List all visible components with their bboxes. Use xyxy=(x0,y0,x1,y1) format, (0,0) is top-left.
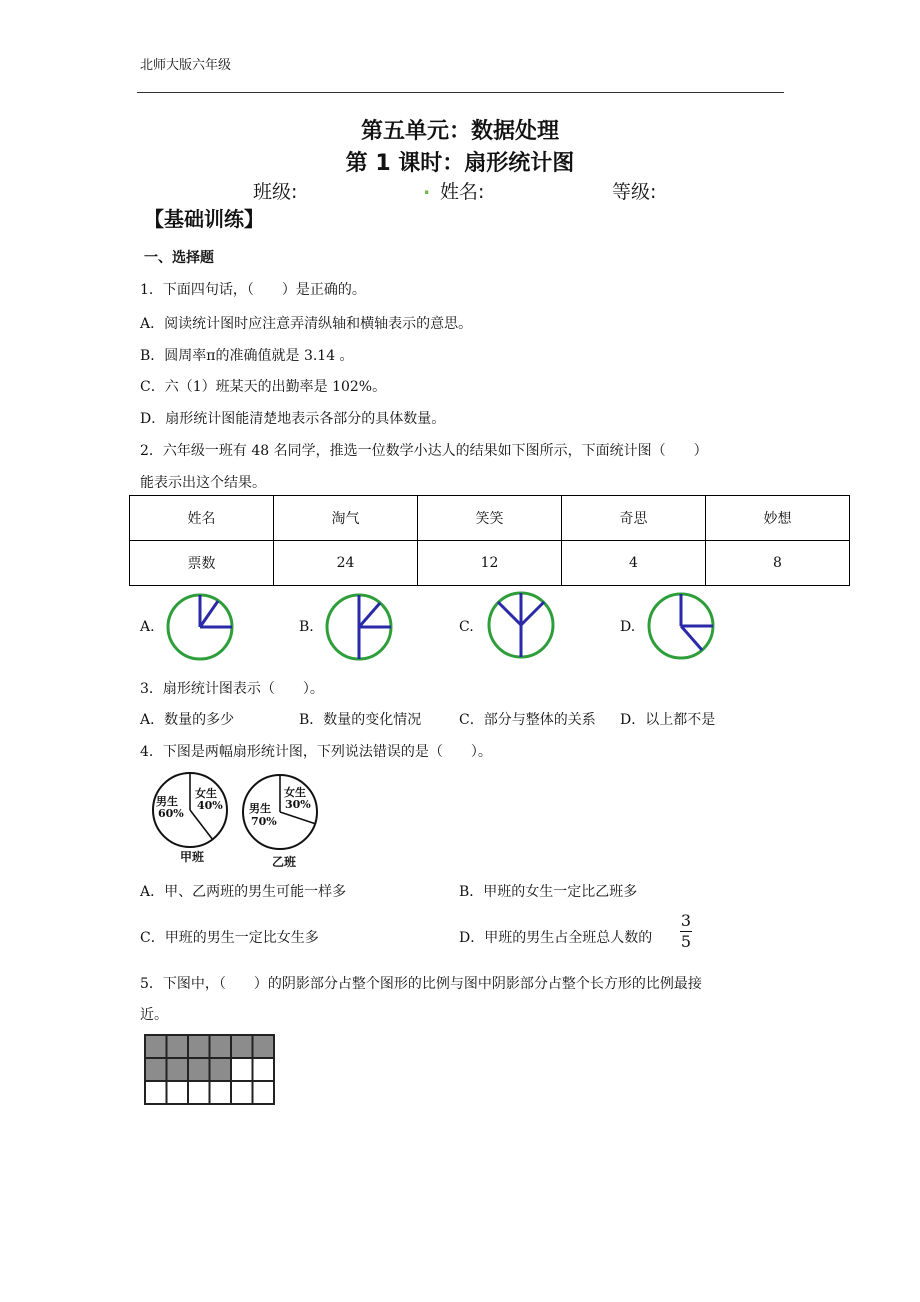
q4-c1-boy-pct: 60% xyxy=(158,807,184,820)
q4-option-d: D．甲班的男生占全班总人数的 xyxy=(459,930,653,946)
grid-cell-empty xyxy=(145,1081,167,1104)
table-cell: 姓名 xyxy=(130,496,274,541)
grid-cell-shaded xyxy=(188,1035,210,1058)
vote-table xyxy=(129,495,850,586)
table-cell: 24 xyxy=(274,541,418,586)
grid-cell-empty xyxy=(167,1081,189,1104)
q2-option-a-label: A. xyxy=(140,619,155,635)
q2-pie-b xyxy=(324,592,394,662)
grid-cell-shaded xyxy=(167,1035,189,1058)
grid-cell-shaded xyxy=(188,1058,210,1081)
q4-option-a: A．甲、乙两班的男生可能一样多 xyxy=(140,884,347,900)
grid-cell-shaded xyxy=(253,1035,275,1058)
q4-fraction xyxy=(680,912,692,951)
q1-option-a: A．阅读统计图时应注意弄清纵轴和横轴表示的意思。 xyxy=(140,316,473,332)
header-text: 北师大版六年级 xyxy=(140,58,232,73)
name-label: 姓名: xyxy=(440,181,485,203)
table-cell: 妙想 xyxy=(706,496,850,541)
q2-option-c-label: C. xyxy=(459,619,474,635)
grid-cell-shaded xyxy=(167,1058,189,1081)
q3-stem: 3．扇形统计图表示（ ）。 xyxy=(140,681,324,697)
q1-option-d: D．扇形统计图能清楚地表示各部分的具体数量。 xyxy=(140,411,446,427)
vote-table-header-row xyxy=(130,496,850,541)
table-cell: 12 xyxy=(418,541,562,586)
q3-option-b: B．数量的变化情况 xyxy=(299,712,422,728)
grid-cell-empty xyxy=(253,1081,275,1104)
q2-pie-d xyxy=(646,591,716,661)
q4-c1-girl-pct: 40% xyxy=(197,799,223,812)
q4-c2-girl-label: 女生 xyxy=(284,786,306,799)
q4-c1-caption: 甲班 xyxy=(180,850,205,864)
grid-cell-shaded xyxy=(210,1035,232,1058)
q5-grid-rectangle xyxy=(143,1033,277,1107)
vote-table-data-row xyxy=(130,541,850,586)
q4-c2-girl-pct: 30% xyxy=(285,798,311,811)
q3-option-d: D．以上都不是 xyxy=(620,712,716,728)
grid-cell-shaded xyxy=(210,1058,232,1081)
class-label: 班级: xyxy=(253,181,298,203)
grid-cell-shaded xyxy=(231,1035,253,1058)
subsection-title: 一、选择题 xyxy=(144,250,214,266)
table-cell: 笑笑 xyxy=(418,496,562,541)
q2-option-d-label: D. xyxy=(620,619,636,635)
q2-option-b-label: B. xyxy=(299,619,314,635)
q2-pie-a xyxy=(165,592,235,662)
q4-c2-caption: 乙班 xyxy=(272,855,297,869)
unit-title: 第五单元：数据处理 xyxy=(360,119,559,144)
fraction-numerator: 3 xyxy=(680,911,692,930)
grid-cell-empty xyxy=(231,1058,253,1081)
grade-label: 等级: xyxy=(612,181,657,203)
q5-stem-line1: 5．下图中，（ ）的阴影部分占整个图形的比例与图中阴影部分占整个长方形的比例最接 xyxy=(140,976,702,992)
q5-stem-line2: 近。 xyxy=(140,1007,168,1023)
q1-option-c: C．六（1）班某天的出勤率是 102%。 xyxy=(140,379,387,395)
green-dot: . xyxy=(423,177,431,199)
grid-cell-shaded xyxy=(145,1058,167,1081)
grid-cell-shaded xyxy=(145,1035,167,1058)
q4-stem: 4．下图是两幅扇形统计图，下列说法错误的是（ ）。 xyxy=(140,744,492,760)
q2-stem-line1: 2．六年级一班有 48 名同学，推选一位数学小达人的结果如下图所示，下面统计图（ ） xyxy=(140,443,708,459)
q2-stem-line2: 能表示出这个结果。 xyxy=(140,475,266,491)
table-cell: 淘气 xyxy=(274,496,418,541)
q4-c2-boy-pct: 70% xyxy=(251,815,277,828)
q1-option-b: B．圆周率π的准确值就是 3.14 。 xyxy=(140,348,354,364)
q1-stem: 1．下面四句话，（ ）是正确的。 xyxy=(140,282,366,298)
grid-cell-empty xyxy=(210,1081,232,1104)
grid-cell-empty xyxy=(188,1081,210,1104)
table-cell: 4 xyxy=(562,541,706,586)
section-title: 【基础训练】 xyxy=(144,207,264,231)
header-rule xyxy=(137,92,784,93)
q4-c2-boy-label: 男生 xyxy=(249,802,271,815)
fraction-denominator: 5 xyxy=(680,932,692,951)
q4-c1-girl-label: 女生 xyxy=(195,787,217,800)
q3-option-a: A．数量的多少 xyxy=(140,712,235,728)
q4-option-c: C．甲班的男生一定比女生多 xyxy=(140,930,319,946)
q2-pie-c xyxy=(486,590,556,660)
grid-cell-empty xyxy=(231,1081,253,1104)
q4-option-b: B．甲班的女生一定比乙班多 xyxy=(459,884,638,900)
q3-option-c: C．部分与整体的关系 xyxy=(459,712,596,728)
lesson-title: 第 1 课时：扇形统计图 xyxy=(345,151,575,176)
grid-cell-empty xyxy=(253,1058,275,1081)
table-cell: 8 xyxy=(706,541,850,586)
q4-c1-boy-label: 男生 xyxy=(156,795,178,808)
table-cell: 奇思 xyxy=(562,496,706,541)
table-cell: 票数 xyxy=(130,541,274,586)
